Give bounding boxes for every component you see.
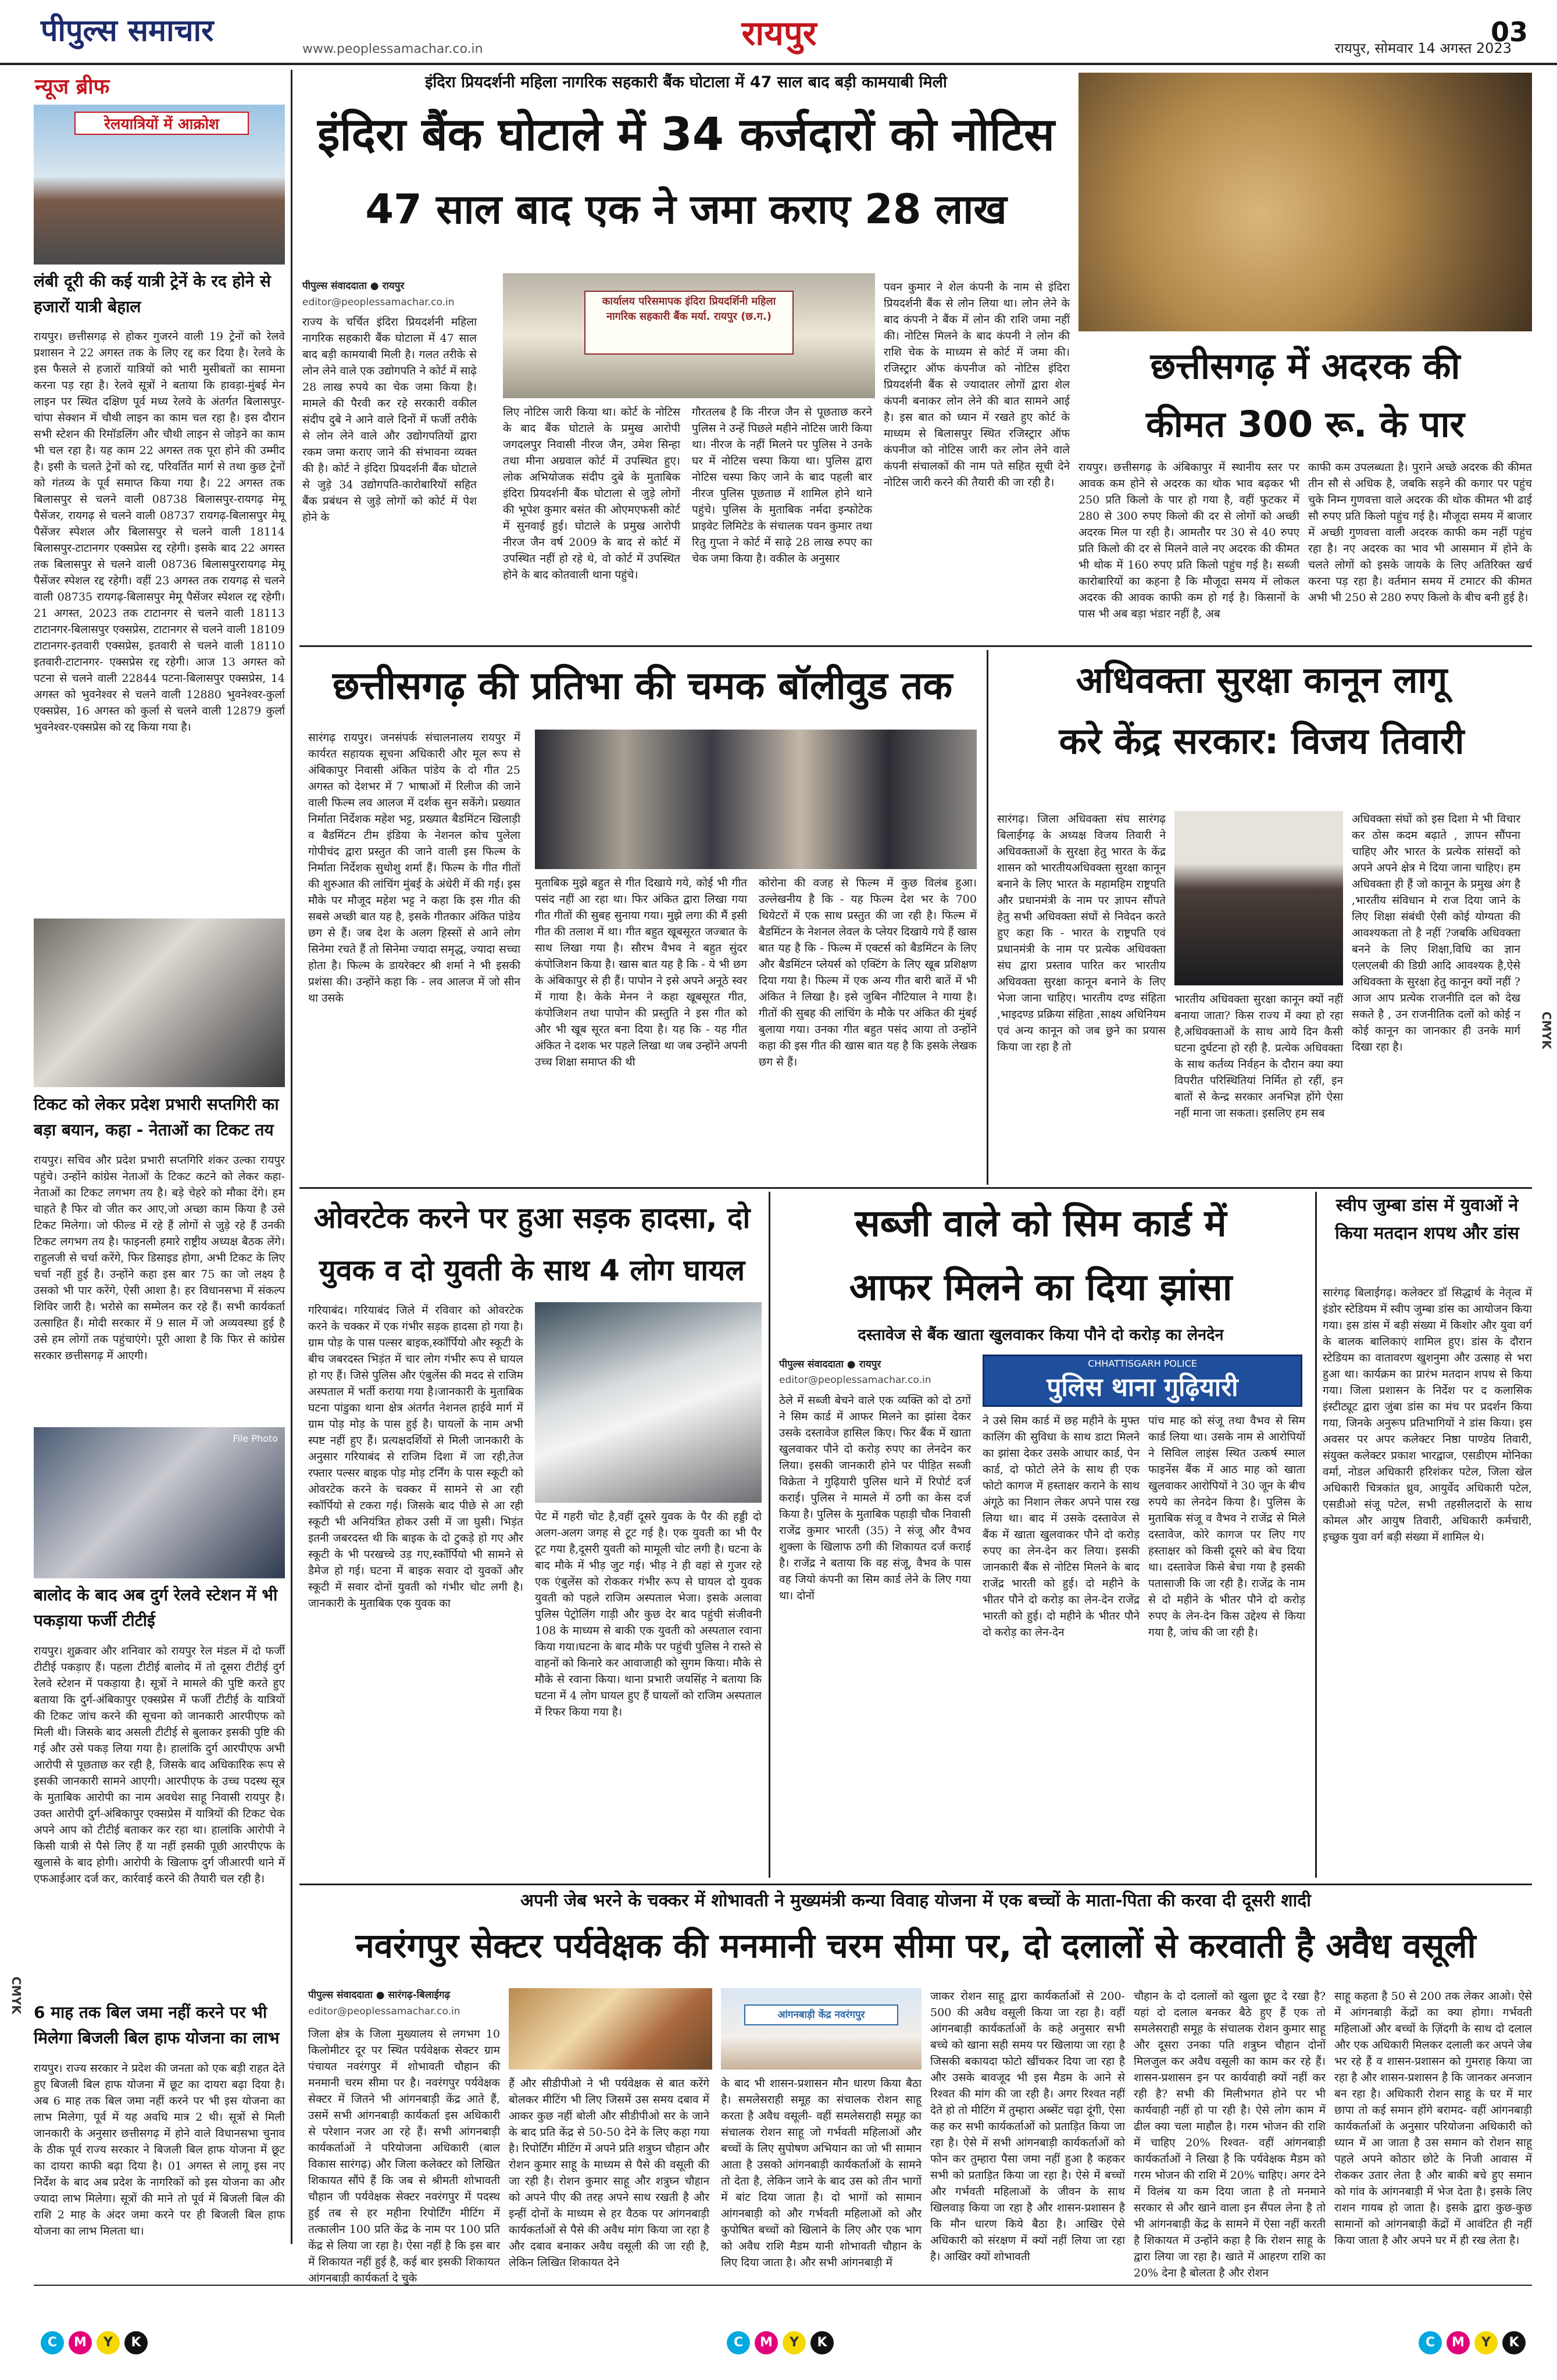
- accident-col1: गरियाबंद। गरियाबंद जिले में रविवार को ओवरटेक करने के चक्कर में एक गंभीर सड़क हादसा हो गया है। ग्राम पोड़ के पास पल्सर बाइक,स्कॉर्पियो और स्कूटी के बीच जबरदस्त भिड़ंत में चार लोग गंभीर रूप से घायल हो गए हैं। जिसे पुलिस और एंबुलेंस की मदद से राजिम अस्पताल में भर्ती कराया गया है।जानकारी के मुताबिक घटना पांडुका थाना क्षेत्र अंतर्गत नेशनल हाईवे मार्ग में ग्राम पोड़ मोड़ के पास हुई है। घायलों के नाम अभी स्पष्ट नहीं हुए हैं। प्रत्यक्षदर्शियों से मिली जानकारी के अनुसार गरियाबंद से राजिम दिशा में जा रही,तेज रफ्तार पल्सर बाइक पोड़ मोड़ टर्निंग के पास स्कूटी को ओवरटेक करने के चक्कर में सामने से आ रही स्कॉर्पियो से टकरा गई। जिसके बाद पीछे से आ रही स्कूटी भी अनियंत्रित होकर उसी में जा घुसी। भिड़ंत इतनी जबरदस्त थी कि बाइक के दो टुकड़े हो गए और स्कूटी के भी परखच्चे उड़ गए,स्कॉर्पियो भी सामने से डैमेज हो गई। घटना में बाइक सवार दो युवकों और स्कूटी में सवार दोनों युवती को गंभीर चोट लगी है। जानकारी के मुताबिक एक युवक का: [308, 1304, 523, 1610]
- train-photo: [34, 105, 285, 265]
- accident-headline: ओवरटेक करने पर हुआ सड़क हादसा, दो: [313, 1201, 751, 1235]
- page-number: 03: [1490, 16, 1528, 48]
- anganwadi-sign: आंगनबाड़ी केंद्र नवरंगपुर: [744, 2004, 898, 2025]
- indira-headline: इंदिरा बैंक घोटाले में 34 कर्जदारों को नोटिस: [317, 109, 1055, 161]
- indira-col2: लिए नोटिस जारी किया था। कोर्ट के नोटिस के बाद बैंक घोटाले के प्रमुख आरोपी जगदलपुर निवासी नीरज जैन, उमेश सिन्हा तथा मीना अग्रवाल कोर्ट में उपस्थित हुए। लोक अभियोजक संदीप दुबे के मुताबिक इंदिरा प्रियदर्शनी बैंक घोटाला से जुड़े लोगों की भूपेश कुमार बसंत की ओएमएफसी कोर्ट में सुनवाई हुई। घोटाले के प्रमुख आरोपी नीरज जैन वर्ष 2009 के बाद से कोर्ट में उपस्थित नहीं हो रहे थे, वो कोर्ट में उपस्थित होने के बाद कोतवाली थाना पहुंचे।: [503, 406, 680, 581]
- ginger-headline: छत्तीसगढ़ में अदरक की: [1150, 345, 1460, 387]
- reg-m: M: [69, 2331, 92, 2354]
- sim-headline: सब्जी वाले को सिम कार्ड में: [855, 1202, 1227, 1245]
- reg-y: Y: [97, 2331, 120, 2354]
- ginger-headline-2: कीमत 300 रू. के पार: [1146, 403, 1465, 445]
- indira-col3: गौरतलब है कि नीरज जैन से पूछताछ करने पुलिस ने उन्हें पिछले महीने नोटिस जारी किया था। नीरज के नहीं मिलने पर पुलिस ने उनके घर में नोटिस चस्पा किया था। पुलिस द्वारा नोटिस चस्पा किए जाने के बाद पहली बार नीरज पुलिस पूछताछ में शामिल होने थाने पहुंचे। पुलिस के मुताबिक नर्मदा इन्फोटेक प्राइवेट लिमिटेड के संचालक पवन कुमार तथा रितु गुप्ता ने कोर्ट में साढ़े 28 लाख रुपए का चेक जमा किया है। वकील के अनुसार: [692, 406, 872, 565]
- sidebar-label: न्यूज ब्रीफ: [35, 75, 110, 99]
- bank-sign-photo: [503, 273, 875, 398]
- reg-y: Y: [1474, 2331, 1498, 2354]
- nawarangpur-photo: [509, 1988, 712, 2070]
- accident-col2: पेट में गहरी चोट है,वहीं दूसरे युवक के पैर की हड्डी दो अलग-अलग जगह से टूट गई है। एक युवती का भी पैर टूट गया है,दूसरी युवती को मामूली चोट लगी है। घटना के बाद मौके में भीड़ जुट गई। भीड़ ने ही वहां से गुजर रहे एक एंबुलेंस को रोककर गंभीर रूप से घायल दो युवक युवती को पहले राजिम अस्पताल भेजा। इसके अलावा पुलिस पेट्रोलिंग गाड़ी और कुछ देर बाद पहुंची संजीवनी 108 के माध्यम से बाकी एक युवती को अस्पताल रवाना किया गया।घटना के बाद मौके पर पहुंची पुलिस ने रास्ते से वाहनों को किनारे कर आवाजाही को सुगम किया। मौके से मौके से रवाना किया। थाना प्रभारी जयसिंह ने बताया कि घटना में 4 लोग घायल हुए हैं घायलों को राजिम अस्पताल में रिफर किया गया है।: [535, 1510, 762, 1718]
- accident-photo: [535, 1302, 762, 1503]
- ginger-col1: रायपुर। छत्तीसगढ़ के अंबिकापुर में स्थानीय स्तर पर आवक कम होने से अदरक का थोक भाव बढ़कर भी 250 प्रति किलो के पार हो गया है, वहीं फुटकर में 280 से 300 रुपए किलो की दर से लोगों को अच्छी अदरक मिल पा रही है। आमतौर पर 30 से 40 रुपए प्रति किलो की दर से मिलने वाले नए अदरक की कीमत भी थोक में 160 रुपए प्रति किलो पहुंच गई है। सब्जी कारोबारियों का कहना है कि मौजूदा समय में लोकल अदरक की आवक काफी कम हो गई है। किसानों के पास भी अब बड़ा भंडार नहीं है, अब: [1079, 461, 1299, 620]
- nawarangpur-col2: हैं और सीडीपीओ ने भी पर्यवेक्षक से बात करेंगे बोलकर मीटिंग भी लिए जिसमें उस समय दबाव में आकर कुछ नहीं बोली और सीडीपीओ सर के जाने के बाद प्रति केंद्र से 50-50 देने के लिए कहा गया है। रिपोर्टिंग मीटिंग में अपने प्रति शत्रुघ्न चौहान और रोशन कुमार साहू के माध्यम से पैसे की वसूली की जा रही है। रोशन कुमार साहू और शत्रुघ्न चौहान को अपने पीए की तरह अपने साथ रखती है और इन्हीं दोनों के माध्यम से हर वैठक पर आंगनबाड़ी कार्यकर्ताओं से पैसे की अवैध मांग किया जा रहा है और दबाव बनाकर अवैध वसूली की जा रही है, लेकिन लिखित शिकायत देने: [509, 2077, 709, 2269]
- nawarangpur-headline: नवरंगपुर सेक्टर पर्यवेक्षक की मनमानी चरम सीमा पर, दो दलालों से करवाती है अवैध वसूली: [355, 1926, 1476, 1966]
- vakil-col2: भारतीय अधिवक्ता सुरक्षा कानून क्यों नहीं बनाया जाता? किस राज्य में क्या हो रहा है,अधिवक्ताओं के साथ आये दिन कैसी घटना दुर्घटना हो रही है. प्रत्येक अधिवक्ता के साथ कर्तव्य निर्वहन के दौरान क्या क्या विपरीत परिस्थितियां निर्मित हो रहीं, इन बातों से केन्द्र सरकार अनभिज्ञ होंगे ऐसा नहीं माना जा सकता। इसलिए हम सब: [1174, 993, 1343, 1120]
- byline-email: editor@peoplessamachar.co.in: [308, 2006, 460, 2017]
- vakil-headline: अधिवक्ता सुरक्षा कानून लागू: [1076, 659, 1448, 701]
- bollywood-col1: सारंगढ़ रायपुर। जनसंपर्क संचालनालय रायपुर में कार्यरत सहायक सूचना अधिकारी और मूल रूप से अंबिकापुर निवासी अंकित पांडेय के दो गीत 25 अगस्त को देशभर में 7 भाषाओं में रिलीज की जाने वाली फिल्म लव आलज में दर्शक सुन सकेंगे। प्रख्यात निर्माता निर्देशक महेश भट्ट, प्रख्यात बैडमिंटन खिलाड़ी व बैडमिंटन टीम इंडिया के नेशनल कोच पुलेला गोपीचंद द्वारा प्रस्तुत की जाने वाली इस फिल्म के निर्माता निर्देशक सुधोशु शर्मा हैं। फिल्म के गीत गीतों की शुरुआत की लांचिंग मुंबई के अंधेरी में की गई। इस मौके पर मौजूद महेश भट्ट ने कहा कि इस गीत की सबसे अच्छी बात यह है, इसके गीतकार अंकित पांडेय छग से हैं। जब देश के अलग हिस्सों से आने लोग सिनेमा रचते हैं तो सिनेमा ज्यादा समृद्ध, ज्यादा सच्चा होता है। फिल्म के डायरेक्टर श्री शर्मा ने भी इसकी प्रशंसा की। उन्होंने कहा कि - लव आलज में जो सीन था उसके: [308, 731, 520, 1005]
- bollywood-col2: मुताबिक मुझे बहुत से गीत दिखाये गये, कोई भी गीत पसंद नहीं आ रहा था। फिर अंकित द्वारा लिखा गया गीत गीतों की सुबह सुनाया गया। मुझे लगा की मैं इसी गीत की तलाश में था। गीत बहुत खूबसूरत जज्बात के साथ लिखा गया है। सौरभ वैभव ने बहुत सुंदर कंपोजिशन किया है। खास बात यह है कि - ये भी छग के अंबिकापुर से ही हैं। पापोन ने इसे अपने अनूठे स्वर में गाया है। केके मेनन ने कहा खूबसूरत गीत, कंपोजिशन तथा पापोन की प्रस्तुति ने इस गीत को और भी खूब सूरत बना दिया है। यह कि - यह गीत अंकित ने दशक भर पहले लिखा था जब उन्होंने अपनी उच्च शिक्षा समाप्त की थी: [535, 877, 747, 1069]
- nawarangpur-col4: जाकर रोशन साहू द्वारा कार्यकर्ताओं से 200-500 की अवैध वसूली किया जा रहा है। वहीं आंगनबाड़ी कार्यकर्ताओं के कहे अनुसार सभी बच्चे को खाना सही समय पर खिलाया जा रहा है जिसकी बकायदा फोटो खींचकर दिया जा रहा है और उसके बावजूद भी इस मैडम के आने से रिश्वत की मांग की जा रही है। अगर रिश्वत नहीं देते हो तो मीटिंग में तुम्हारा अब्सेंट चढ़ा दूंगी, ऐसा कह कर सभी कार्यकर्ताओं को प्रताड़ित किया जा रहा है। ऐसे में सभी आंगनबाड़ी कार्यकर्ताओं को फोन कर तुम्हारा पैसा जमा नहीं हुआ है कहकर सभी को प्रताड़ित किया जा रहा है। ऐसे में बच्चों और गर्भवती महिलाओं के जीवन के साथ खिलवाड़ किया जा रहा है और शासन-प्रशासन है कि मौन धारण किये बैठा है। आखिर ऐसे अधिकारी को संरक्षण में क्यों नहीं लिया जा रहा है। आखिर क्यों शोभावती: [930, 1990, 1125, 2263]
- story-headline: टिकट को लेकर प्रदेश प्रभारी सप्तगिरी का बड़ा बयान, कहा - नेताओं का टिकट तय: [34, 1095, 279, 1139]
- reg-c: C: [41, 2331, 64, 2354]
- column-rule: [1315, 1192, 1317, 1878]
- police-sign-top: CHHATTISGARH POLICE: [1088, 1358, 1197, 1369]
- section-rule: [299, 645, 1532, 647]
- side-registration-mark: CMYK: [9, 1977, 23, 2014]
- byline-email: editor@peoplessamachar.co.in: [779, 1374, 931, 1386]
- sim-col1: ठेले में सब्जी बेचने वाले एक व्यक्ति को दो ठगों ने सिम कार्ड में आफर मिलने का झांसा देकर उसके दस्तावेज हासिल किए। फिर बैंक में खाता खुलवाकर पौने दो करोड़ रुपए का लेनदेन कर लिया। इसकी जानकारी होने पर पीड़ित सब्जी विक्रेता ने गुढ़ियारी पुलिस थाने में रिपोर्ट दर्ज कराई। पुलिस ने मामले में ठगी का केस दर्ज किया है। पुलिस के मुताबिक पहाड़ी चौक निवासी राजेंद्र कुमार भारती (35) ने संजू और वैभव शुक्ला के खिलाफ ठगी की शिकायत दर्ज कराई है। राजेंद्र ने बताया कि वह संजू, वैभव के पास वह जियो कंपनी का सिम कार्ड लेने के लिए गया था। दोनों: [779, 1394, 971, 1602]
- registration-strip-right: [1419, 2331, 1535, 2357]
- column-rule: [769, 1192, 770, 1878]
- sim-col2: ने उसे सिम कार्ड में छह महीने के मुफ्त कालिंग की सुविधा के साथ डाटा मिलने का झांसा देकर उसके आधार कार्ड, पेन कार्ड, दो फोटो लेने के साथ ही एक फोटो कागज में हस्ताक्षर कराने के साथ अंगूठे का निशान लेकर अपने पास रख लिया था। बाद में उसके दस्तावेज से बैंक में खाता खुलवाकर पौने दो करोड़ रुपए का लेन-देन कर लिया। इसकी जानकारी बैंक से नोटिस मिलने के बाद राजेंद्र भारती को हुई। दो महीने के भीतर पौने दो करोड़ का लेन-देन राजेंद्र भारती को हुई। दो महीने के भीतर पौने दो करोड़ का लेन-देन: [983, 1414, 1140, 1639]
- reg-c: C: [727, 2331, 750, 2354]
- sim-headline-2: आफर मिलने का दिया झांसा: [849, 1266, 1233, 1309]
- indira-col1: राज्य के चर्चित इंदिरा प्रियदर्शनी महिला नागरिक सहकारी बैंक घोटाला में 47 साल बाद बड़ी कामयाबी मिली है। गलत तरीके से लोन लेने वाले एक उद्योगपति ने कोर्ट में साढ़े 28 लाख रुपये का चेक जमा किया है। मामले की पैरवी कर रहे सरकारी वकील संदीप दुबे ने आने वाले दिनों में फर्जी तरीके से लोन लेने वाले और उद्योगपतियों द्वारा रकम जमा कराए जाने की संभावना व्यक्त की है। कोर्ट ने इंदिरा प्रियदर्शनी बैंक घोटाले से जुड़े 34 उद्योगपति-कारोबारियों सहित बैंक प्रबंधन से जुड़े लोगों को कोर्ट में पेश होने के: [302, 316, 477, 524]
- column-rule: [987, 650, 988, 1185]
- reg-m: M: [755, 2331, 778, 2354]
- zumba-headline: स्वीप जुम्बा डांस में युवाओं ने किया मतदान शपथ और डांस: [1335, 1195, 1519, 1243]
- tte-photo: [34, 1427, 285, 1578]
- zumba-body: सारंगढ़ बिलाईगढ़। कलेक्टर डॉ सिद्धार्थ के नेतृत्व में इंडोर स्टेडियम में स्वीप जुम्बा डांस का आयोजन किया गया। इस डांस में बड़ी संख्या में किशोर और युवा वर्ग के बालक बालिकाएं शामिल हुए। डांस के दौरान स्टेडियम का वातावरण खुशनुमा और उत्साह से भरा हुआ था। कार्यक्रम का प्रारंभ मतदान शपथ से किया गया। जिला प्रशासन के निर्देश पर द कलासिक इंस्टीट्यूट द्वारा जुंबा डांस का मंच पर प्रदर्शन किया गया, जिनके अनुरूप प्रतिभागियों ने डांस किया। इस अवसर पर अपर कलेक्टर निष्ठा पाण्डेय तिवारी, संयुक्त कलेक्टर प्रकाश भारद्वाज, एसडीएम मोनिका वर्मा, नोडल अधिकारी हरिशंकर पटेल, जिला खेल अधिकारी चित्रकांत ध्रुव, आयुर्वेद अधिकारी पटेल, एसडीओ संजू पटेल, सभी तहसीलदारों के साथ कोमल और आयुष तिवारी, अधिकारी कर्मचारी, इच्छुक युवा वर्ग बड़ी संख्या में शामिल थे।: [1323, 1287, 1532, 1543]
- byline: पीपुल्स संवाददाता ● रायपुर: [779, 1359, 881, 1370]
- vakil-col1: सारंगढ़। जिला अधिवक्ता संघ सारंगढ़ बिलाईगढ़ के अध्यक्ष विजय तिवारी ने अधिवक्ताओं के सुरक्षा हेतु भारत के केंद्र शासन को भारतीयअधिवक्ता सुरक्षा कानून बनाने के लिए भारत के महामहिम राष्ट्रपति और प्रधानमंत्री के नाम पर ज्ञापन सौंपते हेतु सभी अधिवक्ता संघों से निवेदन करते हुए कहा कि - भारत के राष्ट्रपति एवं प्रधानमंत्री के नाम पर प्रत्येक अधिवक्ता संघ द्वारा प्रस्ताव पारित कर भारतीय अधिवक्ता सुरक्षा कानून बनाने के लिए भेजा जाना चाहिए। भारतीय दण्ड संहिता ,भाइदण्ड प्रक्रिया संहिता ,साक्ष्य अधिनियम एवं अन्य कानून को जब छुने का प्रयास किया जा रहा है तो: [997, 813, 1166, 1053]
- police-sign: [983, 1355, 1302, 1407]
- reg-k: K: [810, 2331, 834, 2354]
- reg-y: Y: [783, 2331, 806, 2354]
- vakil-photo: [1174, 811, 1343, 985]
- sidebar-divider: [291, 70, 292, 2244]
- train-photo-caption: रेलयात्रियों में आक्रोश: [74, 112, 249, 135]
- bollywood-col3: कोरोना की वजह से फिल्म में कुछ विलंब हुआ। उल्लेखनीय है कि - यह फिल्म देश भर के 700 थियेटरों में एक साथ प्रस्तुत की जा रही है। फिल्म में बैडमिंटन के नेशनल लेवल के प्लेयर दिखाये गये हैं खास बात यह है कि - फिल्म में एक्टर्स को बैडमिंटन के लिए और बैडमिंटन प्लेयर्स को एक्टिंग के लिए खूब प्रशिक्षण दिया गया है। फिल्म में एक अन्य गीत बारी बातें में भी अंकित ने लिखा है। इसे जुबिन नौटियाल ने गाया है। गीतों की सुबह की लांचिंग के मौके पर अंकित की मुंबई बुलाया गया। उनका गीत बहुत पसंद आया तो उन्होंने कहा की इस गीत की खास बात यह है कि इसके लेखक छग से हैं।: [759, 877, 977, 1069]
- vakil-col3: अधिवक्ता संघों को इस दिशा मे भी विचार कर ठोस कदम बढ़ाते , ज्ञापन सौंपना चाहिए और भारत के प्रत्येक सांसदों को अपने अपने क्षेत्र मे दिया जाना चाहिए। हम अधिवक्ता ही हैं जो कानून के प्रमुख अंग है ,भारतीय संविधान मे राज दिया जाने के लिए शिक्षा संबंधी ऐसी कोई योग्यता की आवश्यकता तो है नहीं ?जबकि अधिवक्ता बनने के लिए शिक्षा,विधि का ज्ञान एलएलबी की डिग्री आदि आवश्यक है,ऐसे अधिवक्ता के सुरक्षा हेतु कानून क्यों नहीं ? आज आप प्रत्येक राजनीति दल को देख सकते है , उन राजनीतिक दलों को कोई न कोई कानून का जानकार ही उनके मार्ग दिखा रहा है।: [1352, 813, 1520, 1053]
- police-sign-text: पुलिस थाना गुढ़ियारी: [1047, 1373, 1238, 1402]
- section-rule: [299, 1884, 1532, 1885]
- story-headline: बालोद के बाद अब दुर्ग रेलवे स्टेशन में भी पकड़ाया फर्जी टीटीई: [34, 1585, 278, 1630]
- indira-headline-2: 47 साल बाद एक ने जमा कराए 28 लाख: [365, 185, 1007, 233]
- reg-c: C: [1419, 2331, 1442, 2354]
- nawarangpur-col1: जिला क्षेत्र के जिला मुख्यालय से लगभग 10 किलोमीटर दूर पर स्थित पर्यवेक्षक सेक्टर ग्राम पंचायत नवरंगपुर में शोभावती चौहान की मनमानी चरम सीमा पर है। नवरंगपुर पर्यवेक्षक सेक्टर में जितने भी आंगनबाड़ी केंद्र आते हैं, उसमें सभी आंगनबाड़ी कार्यकर्ता इस अधिकारी से परेशान नजर आ रहे हैं। सभी आंगनबाड़ी कार्यकर्ताओं ने परियोजना अधिकारी (बाल विकास सारंगढ़) और जिला कलेक्टर को लिखित शिकायत सौंपे हैं कि जब से श्रीमती शोभावती चौहान जी पर्यवेक्षक सेक्टर नवरंगपुर में पदस्थ हुई तब से हर महीना रिपोर्टिंग मीटिंग में तत्कालीन 100 प्रति केंद्र के नाम पर 100 प्रति केंद्र से लिया जा रहा है। ऐसा नहीं है कि इस बार में शिकायत नहीं हुई है, कई बार इसकी शिकायत आंगनबाड़ी कार्यकर्ता दे चुके: [308, 2028, 500, 2285]
- story-kicker: अपनी जेब भरने के चक्कर में शोभावती ने मुख्यमंत्री कन्या विवाह योजना में एक बच्चों के माता-पिता की करवा दी दूसरी शादी: [520, 1891, 1311, 1911]
- masthead-url: www.peoplessamachar.co.in: [302, 42, 483, 56]
- byline: पीपुल्स संवाददाता ● रायपुर: [302, 280, 405, 292]
- bollywood-photo: [535, 730, 977, 869]
- story-headline: 6 माह तक बिल जमा नहीं करने पर भी मिलेगा बिजली बिल हाफ योजना का लाभ: [34, 2003, 280, 2047]
- side-registration-mark: CMYK: [1540, 1012, 1554, 1049]
- reg-k: K: [1502, 2331, 1526, 2354]
- registration-strip-left: [41, 2331, 157, 2357]
- bank-sign-text: कार्यालय परिसमापक इंदिरा प्रियदर्शिनी महिला नागरिक सहकारी बैंक मर्या. रायपुर (छ.ग.): [584, 291, 794, 355]
- nawarangpur-col5: चौहान के दो दलालों को खुला छूट दे रखा है? यहां दो दलाल बनकर बैठे हुए हैं एक तो समलेसराही समूह के संचालक रोशन कुमार साहू और दूसरा उनका पति शत्रुघ्न चौहान दोनों मिलजुल कर अवैध वसूली का काम कर रहे हैं। शासन-प्रशासन इन पर कार्यवाही क्यों नहीं कर रही है? सभी की मिलीभगत होने पर भी कार्यवाही नहीं हो पा रही है। ऐसे लोग काम में ढील क्या चला माहौल है। गरम भोजन की राशि में चाहिए 20% रिश्वत- वहीं आंगनबाड़ी कार्यकर्ताओं ने लिखा है कि पर्यवेक्षक मैडम को गरम भोजन की राशि में 20% चाहिए। अगर देने में विलंब या कम दिया जाता है तो मनमाने सरकार से और खाने वाला इन सैंपल लेना है तो भी आंगनबाड़ी केंद्र के सामने में ऐसा नहीं करती है शिकायत में उन्होंने कहा है कि रोशन साहू के द्वारा लिया जा रहा है। खाते में आहरण राशि का 20% देना है बोलता है और रोशन: [1134, 1990, 1326, 2279]
- registration-strip-center: [727, 2331, 843, 2357]
- vakil-headline-2: करे केंद्र सरकार: विजय तिवारी: [1059, 720, 1465, 762]
- file-photo-label: File Photo: [233, 1433, 278, 1444]
- story-headline: लंबी दूरी की कई यात्री ट्रेनें के रद होने से हजारों यात्री बेहाल: [34, 271, 271, 316]
- accident-headline-2: युवक व दो युवती के साथ 4 लोग घायल: [319, 1253, 745, 1287]
- anganwadi-photo: [721, 1988, 922, 2070]
- ginger-photo: [1079, 73, 1532, 331]
- masthead: [0, 0, 1557, 65]
- story-kicker: इंदिरा प्रियदर्शनी महिला नागरिक सहकारी बैंक घोटाला में 47 साल बाद बड़ी कामयाबी मिली: [425, 73, 947, 91]
- section-rule: [299, 1187, 1532, 1189]
- story-body: रायपुर। राज्य सरकार ने प्रदेश की जनता को एक बड़ी राहत देते हुए बिजली बिल हाफ योजना में छूट का दायरा बढ़ा दिया है। अब 6 माह तक बिल जमा नहीं करने पर भी इस योजना का लाभ मिलेगा, पूर्व में यह अवधि मात्र 2 थी। सूत्रों से मिली जानकारी के अनुसार छत्तीसगढ़ में होने वाले विधानसभा चुनाव के ठीक पूर्व राज्य सरकार ने बिजली बिल हाफ योजना में छूट का दायरा काफी बढ़ा दिया है। 01 अगस्त से लागू इस नए निर्देश के बाद अब प्रदेश के नागरिकों को इस योजना का और ज्यादा लाभ मिलेगा। सूत्रों की माने तो पूर्व में बिजली बिल की राशि 2 माह के अंदर जमा करने पर ही बिजली बिल हाफ योजना का लाभ मिलता था।: [34, 2062, 285, 2238]
- byline: पीपुल्स संवाददाता ● सारंगढ़-बिलाईगढ़: [308, 1989, 451, 2001]
- section-title: रायपुर: [741, 13, 817, 53]
- bollywood-headline: छत्तीसगढ़ की प्रतिभा की चमक बॉलीवुड तक: [332, 663, 953, 708]
- ginger-col2: काफी कम उपलब्धता है। पुराने अच्छे अदरक की कीमत तीन सौ से अधिक है, जबकि सड़ने की कगार पर पहुंच चुके निम्न गुणवत्ता वाले अदरक की थोक कीमत भी ढाई सौ रुपए प्रति किलो पहुंच गई है। मौजूदा समय में बाजार में अच्छी गुणवत्ता वाली अदरक काफी कम नहीं पहुंच रहा है। नए अदरक का भाव भी आसमान में होने के चलते लोगों को इसके जायके के लिए अतिरिक्त खर्च करना पड़ रहा है। वर्तमान समय में टमाटर की कीमत अभी भी 250 से 280 रुपए किलो के बीच बनी हुई है।: [1308, 461, 1532, 604]
- nawarangpur-col6: साहू कहता है 50 से 200 तक लेकर आओ। ऐसे में आंगनबाड़ी केंद्रों का क्या होगा। गर्भवती महिलाओं और बच्चों के ज़िंदगी के साथ दो दलाल और एक अधिकारी मिलकर दलाली कर अपने जेब भर रहे हैं व शासन-प्रशासन को गुमराह किया जा रहा है और शासन-प्रशासन है कि जानकर अनजान बन रहा है। अधिकारी रोशन साहू के घर में मार छापा तो कई समान होंगे बरामद- वहीं आंगनबाड़ी कार्यकर्ताओं के अनुसार परियोजना अधिकारी को ध्यान में आ जाता है उस समान को रोशन साहू पहले अपने कोठार छोटे के निजी आवास में रोककर उतार लेता है और बाकी बचे हुए समान को गांव के आंगनबाड़ी में भेज देता है। इसके लिए राशन गायब हो जाता है। इसके द्वारा कुछ-कुछ सामानों को आंगनबाड़ी केंद्रों में आवंटित ही नहीं किया जाता है और अपने घर में ही रख लेता है।: [1334, 1990, 1532, 2247]
- nawarangpur-col3: के बाद भी शासन-प्रशासन मौन धारण किया बैठा है। समलेसराही समूह का संचालक रोशन साहू करता है अवैध वसूली- वहीं समलेसराही समूह का संचालक रोशन साहू जो गर्भवती महिलाओं और बच्चों के लिए सुपोषण अभियान का जो भी सामान आता है उसको आंगनबाड़ी कार्यकर्ताओं के सामने तो देता है, लेकिन जाने के बाद उस को तीन भागों में बांट दिया जाता है। दो भागों को सामान आंगनबाड़ी को और गर्भवती महिलाओं को और कुपोषित बच्चों को खिलाने के लिए और एक भाग को अवैध राशि मैडम यानी शोभावती चौहान के लिए दिया जाता है। और सभी आंगनबाड़ी में: [721, 2077, 922, 2269]
- indira-col4: पवन कुमार ने शेल कंपनी के नाम से इंदिरा प्रियदर्शनी बैंक से लोन लिया था। लोन लेने के बाद कंपनी ने बैंक में लोन की राशि जमा नहीं की। नोटिस मिलने के बाद कंपनी ने लोन की राशि चेक के माध्यम से कोर्ट में जमा की। रजिस्ट्रार ऑफ कंपनीज को नोटिस इंदिरा प्रियदर्शनी बैंक से ज्यादातर लोगों द्वारा शेल कंपनी बनाकर लोन लेने की बात सामने आई है। इस बात को ध्यान में रखते हुए कोर्ट के माध्यम से बिलासपुर स्थित रजिस्ट्रार ऑफ कंपनीज को नोटिस जारी कर लोन लेने वाले कंपनी संचालकों की नाम पते सहित सूची देने नोटिस जारी करने की तैयारी की जा रही है।: [884, 281, 1070, 489]
- story-body: रायपुर। छत्तीसगढ़ से होकर गुजरने वाली 19 ट्रेनों को रेलवे प्रशासन ने 22 अगस्त तक के लिए रद्द कर दिया है। रेलवे के इस फैसले से हजारों यात्रियों को भारी मुसीबतों का सामना करना पड़ रहा है। रेलवे सूत्रों ने बताया कि हावड़ा-मुंबई मेन लाइन पर स्थित दक्षिण पूर्व मध्य रेलवे के अंतर्गत बिलासपुर-चांपा सेक्शन में चौथी लाइन का काम चल रहा है। इस दौरान सभी स्टेशन की रिमॉडलिंग और चौथी लाइन से जोड़ने का काम भी चल रहा है। यह काम 22 अगस्त तक पूरा होने की उम्मीद है। इसी के चलते ट्रेनों को रद्द, परिवर्तित मार्ग से तथा कुछ ट्रेनों को गंतव्य के पूर्व समाप्त किया गया है। 22 अगस्त तक बिलासपुर से चलने वाली 08738 बिलासपुर-रायगढ़ मेमू पैसेंजर, रायगढ़ से चलने वाली 08737 रायगढ़-बिलासपुर मेमू पैसेंजर स्पेशल और बिलासपुर से चलने वाली 18114 बिलासपुर-टाटानगर एक्सप्रेस रद्द रहेगी। इसके बाद 22 अगस्त तक बिलासपुर से चलने वाली 08736 बिलासपुररायगढ़ मेमू पैसेंजर स्पेशल रद्द रहेगी। वहीं 23 अगस्त तक रायगढ़ से चलने वाली 08735 रायगढ़-बिलासपुर मेमू पैसेंजर स्पेशल रद्द रहेगी। 21 अगस्त, 2023 तक टाटानगर से चलने वाली 18113 टाटानगर-बिलासपुर एक्सप्रेस, टाटानगर से चलने वाली 18109 टाटानगर-इतवारी एक्सप्रेस, इतवारी से चलने वाली 18110 इतवारी-टाटानगर- एक्सप्रेस रद्द रहेगी। आज 13 अगस्त को पटना से चलने वाली 22844 पटना-बिलासपुर एक्सप्रेस, 14 अगस्त को भुवनेश्वर से चलने वाली 12880 भुवनेश्वर-कुर्ला एक्सप्रेस, 16 अगस्त को कुर्ला से चलने वाली 12879 कुर्ला भुवनेश्वर-एक्सप्रेस को रद्द किया गया है।: [34, 330, 285, 734]
- story-body: रायपुर। सचिव और प्रदेश प्रभारी सप्तगिरि शंकर उल्का रायपुर पहुंचे। उन्होंने कांग्रेस नेताओं के टिकट कटने को लेकर कहा- नेताओं का टिकट लगभग तय है। बड़े चेहरे को मौका देंगे। हम चाहते है फिर वो जीत कर आए,जो अच्छा काम किया है उसे टिकट मिलेगा। जो फील्ड में रहे हैं लोगों से जुड़े रहे हैं उनकी टिकट लगभग तय है। फाइनली हमारे राष्ट्रीय अध्यक्ष बैठक लेंगे। राहुलजी से चर्चा करेंगे, फिर डिसाइड होगा, अभी टिकट के लिए चर्चा नहीं हुई है। उन्होंने कहा इस बार 75 का जो लक्ष्य है उसको भी पार करेंगे, ऐसी आशा है। हर विधानसभा में संकल्प शिविर जारी है। भरोसे का सम्मेलन कर रहे हैं। सभी कार्यकर्ता उत्साहित हैं। मोदी सरकार में 9 साल में जो अव्यवस्था हुई है उसे हम लोगों तक पहुंचाएंगे। पूरी आशा है कि फिर से कांग्रेस सरकार छत्तीसगढ़ में आएगी।: [34, 1154, 285, 1362]
- reg-m: M: [1447, 2331, 1470, 2354]
- reg-k: K: [124, 2331, 148, 2354]
- footer-rule: [34, 2285, 1532, 2286]
- sim-col3: पांच माह को संजू तथा वैभव से सिम कार्ड लिया था। उसके नाम से आरोपियों ने सिविल लाइंस स्थित उत्कर्ष स्माल फाइनेंस बैंक में आठ माह को खाता खुलवाकर आरोपियों ने 30 जून के बीच रुपये का लेनदेन किया है। पुलिस के मुताबिक संजू व वैभव ने राजेंद्र से मिले दस्तावेज, कोरे कागज पर लिए गए हस्ताक्षर को किसी दूसरे को बेच दिया था। दस्तावेज किसे बेचा गया है इसकी पतासाजी कि जा रही है। राजेंद्र के नाम से दो महीने के भीतर पौने दो करोड़ रुपए के लेन-देन किस उद्देश्य से किया गया है, जांच की जा रही है।: [1148, 1414, 1305, 1639]
- byline-email: editor@peoplessamachar.co.in: [302, 296, 455, 308]
- sim-subhead: दस्तावेज से बैंक खाता खुलवाकर किया पौने दो करोड़ का लेनदेन: [858, 1326, 1224, 1344]
- congress-photo: [34, 919, 285, 1087]
- masthead-logo: पीपुल्स समाचार: [41, 13, 214, 48]
- story-body: रायपुर। शुक्रवार और शनिवार को रायपुर रेल मंडल में दो फर्जी टीटीई पकड़ाए हैं। पहला टीटीई बालोद में तो दूसरा टीटीई दुर्ग रेलवे स्टेशन में पकड़ाया है। सूत्रों ने मामले की पुष्टि करते हुए बताया कि दुर्ग-अंबिकापुर एक्सप्रेस में फर्जी टीटीई के यात्रियों की टिकट जांच करने की सूचना को जानकारी आरपीएफ को मिली थी। जिसके बाद असली टीटीई से बुलाकर इसकी पुष्टि की गई और उसे पकड़ लिया गया है। हालांकि दुर्ग आरपीएफ अभी आरोपी से पूछताछ कर रही है, जिसके बाद अधिकारिक रूप से इसकी जानकारी सामने आएगी। आरपीएफ के उच्च पदस्थ सूत्र के मुताबिक आरोपी का नाम अवधेश साहू निवासी रायपुर है। उक्त आरोपी दुर्ग-अंबिकापुर एक्सप्रेस में यात्रियों की टिकट चेक अपने आप को टीटीई बताकर कर रहा था। हालांकि आरोपी ने किसी यात्री से पैसे लिए हैं या नहीं इसकी पूछी आरपीएफ के खुलासे के बाद होगी। आरोपी के खिलाफ दुर्ग जीआरपी थाने में एफआईआर दर्ज कर, कार्रवाई करने की तैयारी चल रही है।: [34, 1645, 285, 1885]
- masthead-date: रायपुर, सोमवार 14 अगस्त 2023: [1334, 40, 1512, 56]
